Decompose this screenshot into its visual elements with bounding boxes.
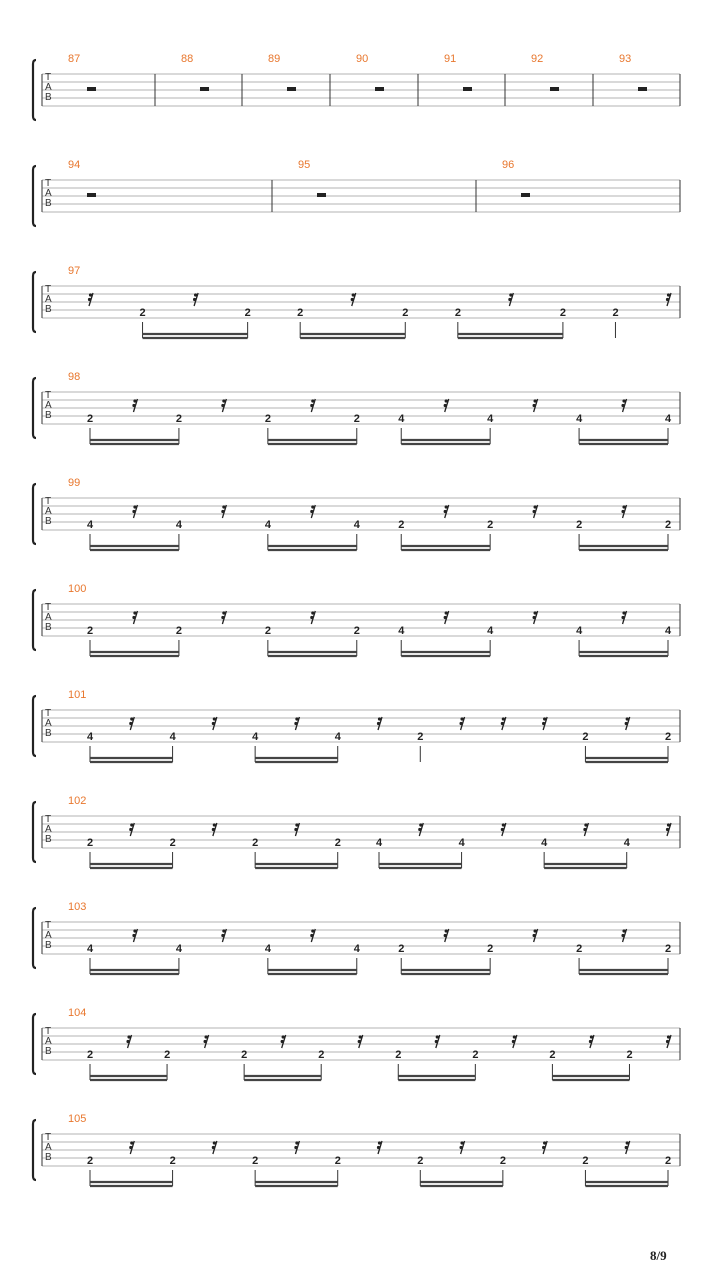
fret-number: 2 — [576, 519, 583, 531]
measure — [444, 53, 472, 91]
fret-number: 4 — [541, 837, 548, 849]
sixteenth-rest — [501, 823, 506, 836]
measure-number: 98 — [68, 371, 81, 383]
fret-number: 4 — [353, 519, 360, 531]
tab-system — [33, 159, 680, 226]
tab-clef-letter: A — [45, 612, 52, 623]
tab-clef-letter: A — [45, 400, 52, 411]
tab-clef-letter: B — [45, 834, 52, 845]
tab-clef-letter: B — [45, 728, 52, 739]
measure — [68, 477, 671, 550]
measure — [502, 159, 530, 197]
fret-number: 2 — [252, 837, 259, 849]
tab-clef-letter: T — [45, 602, 52, 613]
fret-number: 2 — [353, 625, 360, 637]
tab-clef-letter: T — [45, 708, 52, 719]
fret-number: 2 — [417, 1155, 424, 1167]
measure-rest — [287, 87, 296, 91]
sixteenth-rest — [294, 823, 299, 836]
sixteenth-rest — [221, 611, 226, 624]
tab-clef-letter: B — [45, 92, 52, 103]
measure-number: 95 — [298, 159, 311, 171]
sixteenth-rest — [193, 293, 198, 306]
tab-clef-letter: T — [45, 1132, 52, 1143]
fret-number: 2 — [164, 1049, 171, 1061]
sixteenth-rest — [666, 823, 671, 836]
measure-number: 97 — [68, 265, 81, 277]
sixteenth-rest — [459, 717, 464, 730]
tab-clef-letter: B — [45, 622, 52, 633]
tab-clef-letter: B — [45, 940, 52, 951]
sixteenth-rest — [212, 717, 217, 730]
fret-number: 2 — [244, 307, 251, 319]
tab-clef-letter: T — [45, 920, 52, 931]
fret-number: 2 — [499, 1155, 506, 1167]
measure-number: 92 — [531, 53, 544, 65]
sixteenth-rest — [418, 823, 423, 836]
sixteenth-rest — [625, 717, 630, 730]
tab-clef-letter: A — [45, 294, 52, 305]
tab-clef-letter: T — [45, 1026, 52, 1037]
tab-clef-letter: B — [45, 1152, 52, 1163]
measure-rest — [87, 193, 96, 197]
tab-system — [33, 795, 680, 868]
system-bracket — [33, 908, 36, 968]
sixteenth-rest — [221, 399, 226, 412]
measure-number: 87 — [68, 53, 81, 65]
sixteenth-rest — [533, 929, 538, 942]
sixteenth-rest — [132, 929, 137, 942]
sixteenth-rest — [621, 399, 626, 412]
sixteenth-rest — [512, 1035, 517, 1048]
sixteenth-rest — [129, 823, 134, 836]
system-bracket — [33, 484, 36, 544]
sixteenth-rest — [533, 505, 538, 518]
fret-number: 2 — [87, 625, 94, 637]
tab-system — [33, 265, 680, 338]
fret-number: 2 — [353, 413, 360, 425]
measure-number: 93 — [619, 53, 632, 65]
sixteenth-rest — [625, 1141, 630, 1154]
sixteenth-rest — [444, 611, 449, 624]
fret-number: 2 — [264, 413, 271, 425]
fret-number: 2 — [472, 1049, 479, 1061]
tab-clef-letter: A — [45, 824, 52, 835]
sixteenth-rest — [132, 505, 137, 518]
sixteenth-rest — [666, 293, 671, 306]
measure — [619, 53, 647, 91]
sixteenth-rest — [435, 1035, 440, 1048]
fret-number: 2 — [139, 307, 146, 319]
tab-clef-letter: A — [45, 506, 52, 517]
sixteenth-rest — [358, 1035, 363, 1048]
fret-number: 2 — [665, 731, 672, 743]
tab-system — [33, 1007, 680, 1080]
sixteenth-rest — [444, 399, 449, 412]
fret-number: 4 — [665, 625, 672, 637]
fret-number: 2 — [487, 943, 494, 955]
fret-number: 4 — [264, 519, 271, 531]
fret-number: 2 — [612, 307, 619, 319]
tab-clef-letter: T — [45, 284, 52, 295]
tab-clef-letter: T — [45, 72, 52, 83]
fret-number: 4 — [334, 731, 341, 743]
fret-number: 2 — [334, 1155, 341, 1167]
fret-number: 4 — [487, 625, 494, 637]
sixteenth-rest — [621, 611, 626, 624]
measure-number: 102 — [68, 795, 87, 807]
sixteenth-rest — [212, 1141, 217, 1154]
tab-system — [33, 583, 680, 656]
measure-number: 94 — [68, 159, 81, 171]
measure-number: 88 — [181, 53, 194, 65]
sixteenth-rest — [666, 1035, 671, 1048]
fret-number: 2 — [87, 837, 94, 849]
tab-clef-letter: B — [45, 516, 52, 527]
fret-number: 4 — [175, 943, 183, 955]
measure — [68, 689, 671, 762]
system-bracket — [33, 590, 36, 650]
tab-clef-letter: B — [45, 198, 52, 209]
sixteenth-rest — [294, 1141, 299, 1154]
measure-rest — [87, 87, 96, 91]
system-bracket — [33, 802, 36, 862]
sixteenth-rest — [583, 823, 588, 836]
sixteenth-rest — [377, 717, 382, 730]
fret-number: 2 — [395, 1049, 402, 1061]
fret-number: 2 — [252, 1155, 259, 1167]
measure — [356, 53, 384, 91]
tab-clef-letter: B — [45, 1046, 52, 1057]
tab-system — [33, 477, 680, 550]
sixteenth-rest — [132, 611, 137, 624]
fret-number: 4 — [169, 731, 176, 743]
measure-rest — [521, 193, 530, 197]
tab-clef-letter: B — [45, 410, 52, 421]
measure-number: 101 — [68, 689, 87, 701]
fret-number: 2 — [169, 1155, 176, 1167]
fret-number: 2 — [665, 943, 672, 955]
system-bracket — [33, 378, 36, 438]
sixteenth-rest — [126, 1035, 131, 1048]
measure — [68, 159, 96, 197]
sixteenth-rest — [129, 717, 134, 730]
tab-system — [33, 689, 680, 762]
fret-number: 2 — [297, 307, 304, 319]
tab-clef-letter: A — [45, 718, 52, 729]
sixteenth-rest — [221, 505, 226, 518]
tab-clef-letter: T — [45, 390, 52, 401]
measure — [531, 53, 559, 91]
fret-number: 4 — [252, 731, 259, 743]
fret-number: 2 — [398, 943, 405, 955]
fret-number: 2 — [454, 307, 461, 319]
sixteenth-rest — [212, 823, 217, 836]
fret-number: 4 — [665, 413, 672, 425]
measure — [68, 901, 671, 974]
measure-number: 96 — [502, 159, 515, 171]
measure — [298, 159, 326, 197]
tab-clef-letter: A — [45, 930, 52, 941]
measure-rest — [638, 87, 647, 91]
sixteenth-rest — [533, 611, 538, 624]
tab-clef-letter: T — [45, 814, 52, 825]
measure — [68, 53, 96, 91]
fret-number: 2 — [169, 837, 176, 849]
sixteenth-rest — [444, 929, 449, 942]
sixteenth-rest — [129, 1141, 134, 1154]
fret-number: 4 — [576, 413, 583, 425]
tab-system — [33, 1113, 680, 1186]
tab-system — [33, 371, 680, 444]
sixteenth-rest — [444, 505, 449, 518]
fret-number: 2 — [241, 1049, 248, 1061]
system-bracket — [33, 696, 36, 756]
fret-number: 2 — [87, 1155, 94, 1167]
fret-number: 2 — [559, 307, 567, 319]
sixteenth-rest — [589, 1035, 594, 1048]
fret-number: 4 — [576, 625, 583, 637]
sixteenth-rest — [508, 293, 513, 306]
fret-number: 4 — [398, 413, 405, 425]
tab-clef-letter: A — [45, 82, 52, 93]
fret-number: 4 — [458, 837, 465, 849]
fret-number: 2 — [87, 413, 94, 425]
system-bracket — [33, 1014, 36, 1074]
tab-system — [33, 53, 680, 120]
sixteenth-rest — [501, 717, 506, 730]
sixteenth-rest — [542, 717, 547, 730]
fret-number: 2 — [334, 837, 341, 849]
sixteenth-rest — [533, 399, 538, 412]
sixteenth-rest — [310, 505, 315, 518]
fret-number: 4 — [87, 731, 94, 743]
sixteenth-rest — [621, 505, 626, 518]
sixteenth-rest — [132, 399, 137, 412]
measure — [68, 795, 671, 868]
fret-number: 4 — [353, 943, 360, 955]
sixteenth-rest — [351, 293, 356, 306]
sixteenth-rest — [281, 1035, 286, 1048]
fret-number: 2 — [582, 1155, 589, 1167]
fret-number: 4 — [398, 625, 405, 637]
sixteenth-rest — [294, 717, 299, 730]
fret-number: 4 — [87, 943, 94, 955]
fret-number: 2 — [582, 731, 589, 743]
tab-clef-letter: T — [45, 178, 52, 189]
sixteenth-rest — [88, 293, 93, 306]
fret-number: 4 — [623, 837, 630, 849]
sixteenth-rest — [310, 611, 315, 624]
sixteenth-rest — [621, 929, 626, 942]
fret-number: 2 — [549, 1049, 556, 1061]
fret-number: 2 — [175, 413, 183, 425]
measure-number: 89 — [268, 53, 281, 65]
fret-number: 2 — [87, 1049, 94, 1061]
measure-rest — [550, 87, 559, 91]
measure-number: 104 — [68, 1007, 87, 1019]
measure — [68, 1113, 671, 1186]
measure — [68, 371, 672, 444]
measure-number: 91 — [444, 53, 457, 65]
fret-number: 4 — [487, 413, 494, 425]
measure-number: 99 — [68, 477, 81, 489]
measure-rest — [317, 193, 326, 197]
fret-number: 2 — [665, 519, 672, 531]
fret-number: 4 — [175, 519, 183, 531]
system-bracket — [33, 166, 36, 226]
sixteenth-rest — [221, 929, 226, 942]
sixteenth-rest — [310, 929, 315, 942]
measure — [181, 53, 209, 91]
measure-number: 90 — [356, 53, 369, 65]
sixteenth-rest — [310, 399, 315, 412]
system-bracket — [33, 1120, 36, 1180]
sixteenth-rest — [542, 1141, 547, 1154]
tab-clef-letter: B — [45, 304, 52, 315]
fret-number: 2 — [175, 625, 183, 637]
measure — [68, 583, 672, 656]
fret-number: 2 — [576, 943, 583, 955]
page-number: 8/9 — [650, 1248, 667, 1263]
fret-number: 2 — [665, 1155, 672, 1167]
fret-number: 4 — [87, 519, 94, 531]
tab-system — [33, 901, 680, 974]
tab-clef-letter: T — [45, 496, 52, 507]
measure — [68, 265, 671, 338]
measure-rest — [200, 87, 209, 91]
measure-rest — [463, 87, 472, 91]
measure — [268, 53, 296, 91]
measure-number: 100 — [68, 583, 87, 595]
measure-number: 105 — [68, 1113, 87, 1125]
tab-clef-letter: A — [45, 1036, 52, 1047]
measure — [68, 1007, 671, 1080]
system-bracket — [33, 272, 36, 332]
measure-number: 103 — [68, 901, 87, 913]
tab-clef-letter: A — [45, 1142, 52, 1153]
fret-number: 2 — [264, 625, 271, 637]
sixteenth-rest — [377, 1141, 382, 1154]
fret-number: 2 — [318, 1049, 325, 1061]
measure-rest — [375, 87, 384, 91]
tab-clef-letter: A — [45, 188, 52, 199]
sixteenth-rest — [204, 1035, 209, 1048]
sixteenth-rest — [459, 1141, 464, 1154]
fret-number: 4 — [264, 943, 271, 955]
fret-number: 2 — [487, 519, 494, 531]
fret-number: 2 — [626, 1049, 633, 1061]
fret-number: 2 — [398, 519, 405, 531]
fret-number: 2 — [402, 307, 409, 319]
fret-number: 4 — [376, 837, 383, 849]
system-bracket — [33, 60, 36, 120]
fret-number: 2 — [417, 731, 424, 743]
